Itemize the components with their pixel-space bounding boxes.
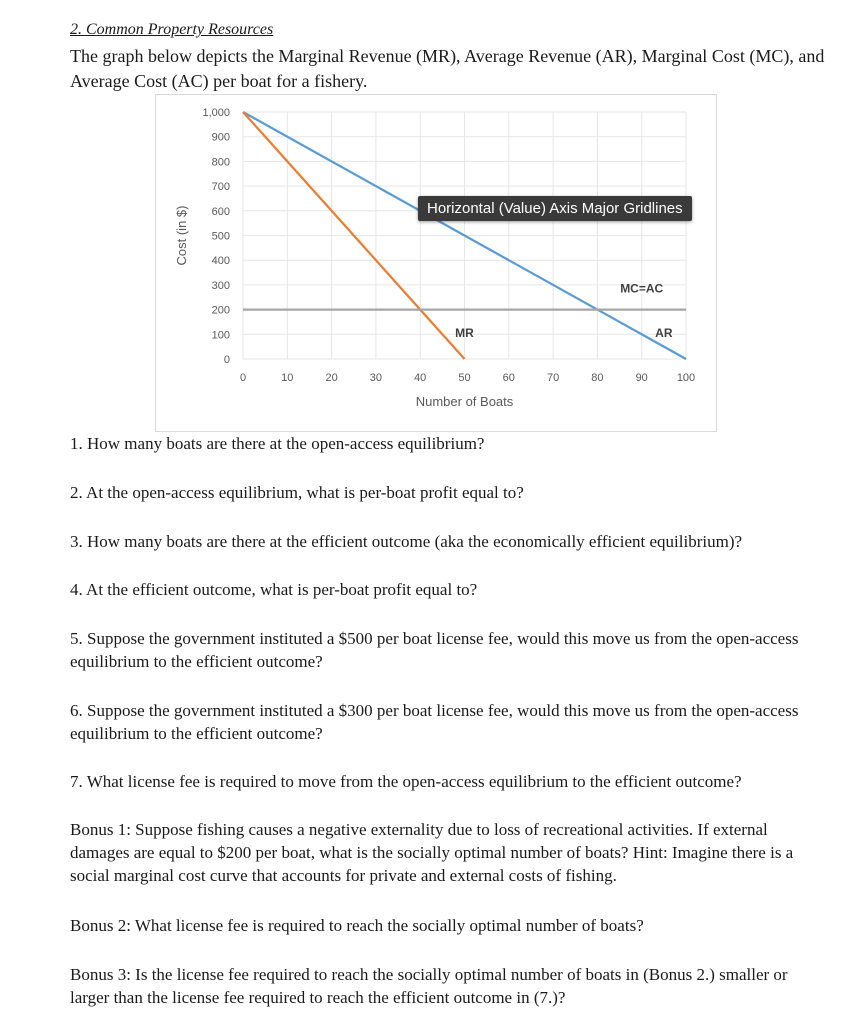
y-tick-label: 700 — [211, 181, 230, 194]
question-3: 3. How many boats are there at the efficient outcome (aka the economically efficient equilibrium)? — [70, 532, 743, 551]
question-1: 1. How many boats are there at the open-access equilibrium? — [70, 434, 485, 453]
y-tick-label: 500 — [211, 230, 230, 243]
question-5: 5. Suppose the government instituted a $500 per boat license fee, would this move us from the open-access equilibrium to the efficient outcome? — [70, 629, 799, 671]
series-label-mc-ac: MC=AC — [620, 281, 664, 296]
x-tick-label: 10 — [281, 372, 294, 384]
y-tick-label: 400 — [211, 255, 230, 268]
question-4: 4. At the efficient outcome, what is per-boat profit equal to? — [70, 580, 478, 599]
intro-paragraph: The graph below depicts the Marginal Revenue (MR), Average Revenue (AR), Marginal Cost (MC), and Average Cost (AC) per boat for a fishery. — [70, 46, 825, 91]
x-tick-label: 80 — [591, 372, 604, 384]
bonus-1: Bonus 1: Suppose fishing causes a negative externality due to loss of recreational activities. If external damages are equal to $200 per boat, what is the socially optimal number of boats? Hint: Imagine there is a social marginal cost curve that accounts for private and external costs of fishing. — [70, 820, 794, 885]
series-label-ar: AR — [655, 325, 673, 340]
y-tick-label: 1,000 — [202, 107, 230, 119]
x-tick-label: 30 — [369, 372, 383, 384]
bonus-2: Bonus 2: What license fee is required to reach the socially optimal number of boats? — [70, 916, 644, 935]
cost-revenue-chart — [156, 95, 716, 431]
x-tick-label: 90 — [635, 372, 648, 384]
x-tick-label: 100 — [676, 372, 696, 384]
x-tick-label: 0 — [239, 372, 247, 384]
question-6: 6. Suppose the government instituted a $300 per boat license fee, would this move us from the open-access equilibrium to the efficient outcome? — [70, 701, 799, 743]
x-axis-title: Number of Boats — [415, 394, 514, 409]
x-tick-label: 70 — [546, 372, 560, 384]
y-tick-label: 800 — [211, 156, 230, 169]
y-tick-label: 600 — [211, 205, 230, 218]
x-tick-label: 50 — [458, 372, 471, 384]
question-7: 7. What license fee is required to move from the open-access equilibrium to the efficient outcome? — [70, 772, 742, 791]
y-tick-label: 300 — [211, 279, 230, 292]
y-tick-label: 900 — [211, 131, 230, 144]
y-tick-label: 100 — [211, 329, 230, 342]
x-tick-label: 60 — [502, 372, 515, 384]
section-heading: 2. Common Property Resources — [70, 21, 274, 38]
question-2: 2. At the open-access equilibrium, what is per-boat profit equal to? — [70, 483, 524, 502]
x-tick-label: 20 — [325, 372, 338, 384]
series-label-mr: MR — [455, 325, 474, 340]
chart-area[interactable] — [155, 94, 717, 432]
gridlines-tooltip: Horizontal (Value) Axis Major Gridlines — [418, 196, 692, 221]
bonus-3: Bonus 3: Is the license fee required to reach the socially optimal number of boats in (Bonus 2.) smaller or larger than the license fee required to reach the efficient outcome in (7.)? — [70, 965, 788, 1007]
y-tick-label: 0 — [223, 354, 230, 366]
y-tick-label: 200 — [211, 304, 230, 317]
y-axis-title: Cost (in $) — [174, 205, 189, 266]
x-tick-label: 40 — [414, 372, 427, 384]
